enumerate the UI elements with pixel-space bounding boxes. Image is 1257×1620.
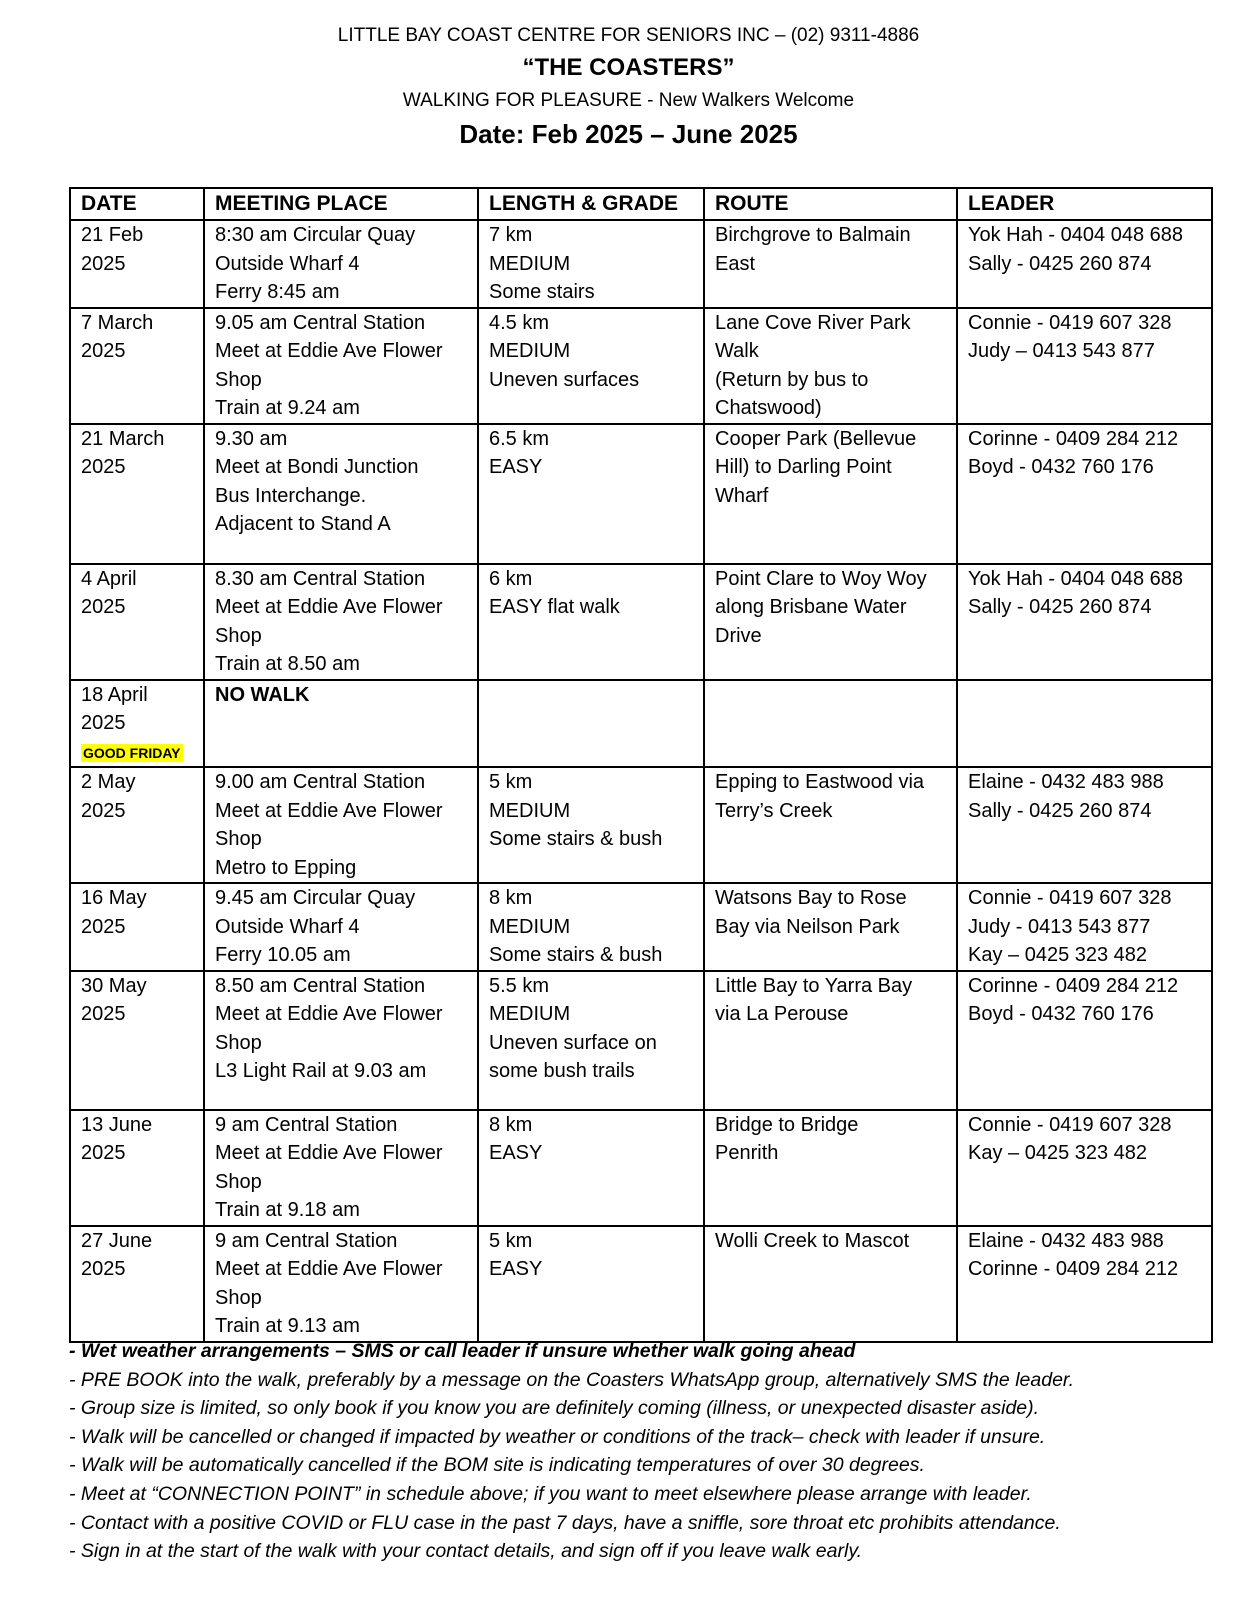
route-line: Cooper Park (Bellevue bbox=[715, 427, 917, 450]
header-row bbox=[70, 188, 1212, 220]
length-cell bbox=[478, 680, 704, 768]
meeting-line: Shop bbox=[215, 1170, 262, 1193]
leader-line: Sally - 0425 260 874 bbox=[968, 799, 1152, 822]
route-cell bbox=[704, 767, 957, 883]
date-line: 2025 bbox=[81, 1142, 126, 1164]
meeting-line: Train at 9.18 am bbox=[215, 1199, 360, 1221]
meeting-line: Meet at Eddie Ave Flower bbox=[215, 596, 443, 618]
date-line: 2025 bbox=[81, 915, 126, 938]
wet-weather-note: - Wet weather arrangements – SMS or call leader if unsure whether walk going ahead bbox=[69, 1340, 856, 1362]
leader-line: Corinne - 0409 284 212 bbox=[968, 1258, 1179, 1280]
leader-cell bbox=[957, 564, 1212, 680]
meeting-cell bbox=[204, 424, 478, 564]
column-header-route: ROUTE bbox=[704, 188, 957, 220]
date-line: 18 April bbox=[81, 683, 148, 706]
date-cell bbox=[70, 308, 204, 424]
length-line: MEDIUM bbox=[489, 340, 571, 362]
column-header-leader: LEADER bbox=[957, 188, 1212, 220]
meeting-cell bbox=[204, 220, 478, 308]
leader-line: Kay – 0425 323 482 bbox=[968, 1142, 1148, 1164]
route-line: Bridge to Bridge bbox=[715, 1113, 859, 1136]
date-cell bbox=[70, 424, 204, 564]
date-line: 4 April bbox=[81, 567, 137, 590]
meeting-line: Meet at Eddie Ave Flower bbox=[215, 799, 443, 822]
length-line: 7 km bbox=[489, 224, 533, 246]
date-cell bbox=[70, 220, 204, 308]
date-cell bbox=[70, 767, 204, 883]
meeting-line: NO WALK bbox=[215, 683, 310, 706]
route-line: East bbox=[715, 252, 756, 275]
date-line: 13 June bbox=[81, 1113, 153, 1136]
leader-line: Boyd - 0432 760 176 bbox=[968, 1003, 1154, 1025]
length-cell bbox=[478, 1110, 704, 1226]
leader-line: Yok Hah - 0404 048 688 bbox=[968, 567, 1183, 590]
leader-cell bbox=[957, 220, 1212, 308]
meeting-line: Shop bbox=[215, 368, 262, 391]
length-line: 4.5 km bbox=[489, 311, 550, 334]
leader-cell bbox=[957, 308, 1212, 424]
route-cell bbox=[704, 680, 957, 768]
table-row bbox=[70, 1110, 1212, 1226]
meeting-line: Shop bbox=[215, 1031, 262, 1054]
table-row bbox=[70, 564, 1212, 680]
route-line: via La Perouse bbox=[715, 1003, 849, 1025]
route-line: (Return by bus to bbox=[715, 368, 869, 391]
column-header-date: DATE bbox=[70, 188, 204, 220]
date-line: 27 June bbox=[81, 1229, 153, 1252]
route-line: Epping to Eastwood via bbox=[715, 771, 925, 793]
leader-cell bbox=[957, 680, 1212, 768]
meeting-line: Meet at Eddie Ave Flower bbox=[215, 1003, 443, 1025]
leader-line: Kay – 0425 323 482 bbox=[968, 944, 1148, 966]
length-cell bbox=[478, 767, 704, 883]
date-line: 16 May bbox=[81, 887, 147, 909]
meeting-line: 8.30 am Central Station bbox=[215, 567, 426, 590]
meeting-line: L3 Light Rail at 9.03 am bbox=[215, 1060, 427, 1082]
length-line: 6 km bbox=[489, 567, 533, 590]
date-cell bbox=[70, 1110, 204, 1226]
leader-line: Corinne - 0409 284 212 bbox=[968, 427, 1179, 450]
leader-line: Judy – 0413 543 877 bbox=[968, 340, 1155, 362]
length-line: 8 km bbox=[489, 887, 533, 909]
meeting-line: 9.45 am Circular Quay bbox=[215, 887, 416, 909]
leader-cell bbox=[957, 1110, 1212, 1226]
table-row bbox=[70, 767, 1212, 883]
date-cell bbox=[70, 680, 204, 768]
leader-cell bbox=[957, 424, 1212, 564]
length-line: Uneven surface on bbox=[489, 1031, 657, 1054]
column-header-meeting-place: MEETING PLACE bbox=[204, 188, 478, 220]
length-cell bbox=[478, 424, 704, 564]
meeting-line: Bus Interchange. bbox=[215, 484, 367, 507]
document-title: “THE COASTERS” bbox=[522, 54, 735, 81]
route-line: Wharf bbox=[715, 484, 769, 507]
route-line: Walk bbox=[715, 340, 759, 362]
meeting-line: Meet at Eddie Ave Flower bbox=[215, 1142, 443, 1164]
note-item: - PRE BOOK into the walk, preferably by a message on the Coasters WhatsApp group, alternatively SMS the leader. bbox=[69, 1368, 1075, 1391]
route-cell bbox=[704, 220, 957, 308]
table-row bbox=[70, 680, 1212, 768]
route-line: Little Bay to Yarra Bay bbox=[715, 974, 913, 997]
leader-line: Sally - 0425 260 874 bbox=[968, 252, 1152, 275]
date-line: 2 May bbox=[81, 771, 136, 793]
meeting-line: Outside Wharf 4 bbox=[215, 915, 360, 938]
route-line: Point Clare to Woy Woy bbox=[715, 567, 927, 590]
leader-line: Connie - 0419 607 328 bbox=[968, 311, 1172, 334]
route-cell bbox=[704, 308, 957, 424]
length-line: 6.5 km bbox=[489, 427, 550, 450]
meeting-line: Ferry 8:45 am bbox=[215, 281, 340, 303]
length-line: Some stairs bbox=[489, 281, 595, 303]
length-line: EASY flat walk bbox=[489, 596, 620, 618]
meeting-cell bbox=[204, 564, 478, 680]
column-header-length-grade: LENGTH & GRADE bbox=[478, 188, 704, 220]
walk-schedule-table bbox=[69, 187, 1213, 1343]
meeting-line: Train at 8.50 am bbox=[215, 653, 360, 675]
length-line: EASY bbox=[489, 1142, 543, 1164]
meeting-cell bbox=[204, 971, 478, 1110]
meeting-line: Shop bbox=[215, 1286, 262, 1309]
meeting-line: Train at 9.13 am bbox=[215, 1315, 360, 1337]
leader-line: Sally - 0425 260 874 bbox=[968, 596, 1152, 618]
length-line: MEDIUM bbox=[489, 799, 571, 822]
meeting-line: 9 am Central Station bbox=[215, 1229, 398, 1252]
route-cell bbox=[704, 424, 957, 564]
route-line: Drive bbox=[715, 624, 762, 647]
note-item: - Walk will be automatically cancelled if the BOM site is indicating temperatures of over 30 degrees. bbox=[69, 1454, 925, 1477]
length-line: 8 km bbox=[489, 1113, 533, 1136]
date-line: 2025 bbox=[81, 712, 126, 734]
table-row bbox=[70, 883, 1212, 971]
table-row bbox=[70, 308, 1212, 424]
length-line: 5 km bbox=[489, 771, 533, 793]
leader-line: Yok Hah - 0404 048 688 bbox=[968, 224, 1183, 246]
organisation-name: LITTLE BAY COAST CENTRE FOR SENIORS INC – (02) 9311-4886 bbox=[337, 25, 920, 46]
date-cell bbox=[70, 883, 204, 971]
leader-cell bbox=[957, 971, 1212, 1110]
route-line: along Brisbane Water bbox=[715, 596, 907, 618]
meeting-line: Meet at Eddie Ave Flower bbox=[215, 340, 443, 362]
length-cell bbox=[478, 308, 704, 424]
leader-cell bbox=[957, 767, 1212, 883]
document-subtitle: WALKING FOR PLEASURE - New Walkers Welcome bbox=[402, 90, 855, 111]
length-line: EASY bbox=[489, 456, 543, 478]
leader-line: Elaine - 0432 483 988 bbox=[968, 1229, 1164, 1252]
length-cell bbox=[478, 564, 704, 680]
meeting-cell bbox=[204, 1110, 478, 1226]
table-row bbox=[70, 1226, 1212, 1342]
date-line: 2025 bbox=[81, 1258, 126, 1280]
meeting-line: Ferry 10.05 am bbox=[215, 944, 351, 966]
length-line: Some stairs & bush bbox=[489, 828, 663, 850]
route-line: Birchgrove to Balmain bbox=[715, 224, 911, 246]
leader-line: Boyd - 0432 760 176 bbox=[968, 456, 1154, 478]
date-line: 2025 bbox=[81, 340, 126, 362]
route-cell bbox=[704, 971, 957, 1110]
table-row bbox=[70, 424, 1212, 564]
meeting-cell bbox=[204, 883, 478, 971]
leader-line: Connie - 0419 607 328 bbox=[968, 887, 1172, 909]
length-line: MEDIUM bbox=[489, 1003, 571, 1025]
note-item: - Meet at “CONNECTION POINT” in schedule above; if you want to meet elsewhere please arrange with leader. bbox=[69, 1482, 1032, 1505]
length-line: some bush trails bbox=[489, 1060, 635, 1082]
length-line: MEDIUM bbox=[489, 915, 571, 938]
meeting-cell bbox=[204, 308, 478, 424]
meeting-line: 9.05 am Central Station bbox=[215, 311, 426, 334]
table-row bbox=[70, 220, 1212, 308]
meeting-line: 8:30 am Circular Quay bbox=[215, 224, 416, 246]
meeting-line: 8.50 am Central Station bbox=[215, 974, 426, 997]
date-cell bbox=[70, 1226, 204, 1342]
date-line: 7 March bbox=[81, 311, 154, 334]
route-cell bbox=[704, 564, 957, 680]
length-cell bbox=[478, 971, 704, 1110]
meeting-line: 9 am Central Station bbox=[215, 1113, 398, 1136]
meeting-line: Metro to Epping bbox=[215, 856, 357, 879]
date-line: 30 May bbox=[81, 974, 147, 997]
date-line: 21 March bbox=[81, 427, 165, 450]
meeting-line: Adjacent to Stand A bbox=[215, 513, 391, 535]
route-line: Terry’s Creek bbox=[715, 799, 833, 822]
meeting-cell bbox=[204, 767, 478, 883]
route-cell bbox=[704, 883, 957, 971]
note-item: - Sign in at the start of the walk with your contact details, and sign off if you leave walk early. bbox=[69, 1540, 863, 1563]
route-line: Hill) to Darling Point bbox=[715, 456, 892, 478]
leader-cell bbox=[957, 883, 1212, 971]
route-line: Watsons Bay to Rose bbox=[715, 887, 907, 909]
length-line: EASY bbox=[489, 1258, 543, 1280]
leader-cell bbox=[957, 1226, 1212, 1342]
table-body bbox=[70, 220, 1212, 1342]
date-line: 2025 bbox=[81, 799, 126, 822]
date-line: 2025 bbox=[81, 1003, 126, 1025]
meeting-line: Meet at Bondi Junction bbox=[215, 456, 419, 478]
leader-line: Connie - 0419 607 328 bbox=[968, 1113, 1172, 1136]
leader-line: Judy - 0413 543 877 bbox=[968, 915, 1151, 938]
length-cell bbox=[478, 883, 704, 971]
route-line: Penrith bbox=[715, 1142, 779, 1164]
length-line: MEDIUM bbox=[489, 252, 571, 275]
length-cell bbox=[478, 1226, 704, 1342]
length-line: Uneven surfaces bbox=[489, 368, 640, 391]
meeting-line: 9.00 am Central Station bbox=[215, 771, 426, 793]
date-range: Date: Feb 2025 – June 2025 bbox=[459, 119, 798, 149]
meeting-line: Shop bbox=[215, 624, 262, 647]
note-item: - Walk will be cancelled or changed if impacted by weather or conditions of the track– check with leader if unsure. bbox=[69, 1425, 1046, 1448]
note-item: - Group size is limited, so only book if you know you are definitely coming (illness, or unexpected disaster aside). bbox=[69, 1397, 1040, 1420]
meeting-cell bbox=[204, 680, 478, 768]
table-row bbox=[70, 971, 1212, 1110]
leader-line: Corinne - 0409 284 212 bbox=[968, 974, 1179, 997]
route-line: Bay via Neilson Park bbox=[715, 915, 900, 938]
table-header bbox=[70, 188, 1212, 220]
meeting-cell bbox=[204, 1226, 478, 1342]
date-line: 2025 bbox=[81, 456, 126, 478]
document-header bbox=[0, 20, 1257, 151]
leader-line: Elaine - 0432 483 988 bbox=[968, 771, 1164, 793]
route-line: Lane Cove River Park bbox=[715, 311, 911, 334]
meeting-line: Train at 9.24 am bbox=[215, 397, 360, 419]
notes-section bbox=[69, 1337, 1229, 1566]
route-cell bbox=[704, 1226, 957, 1342]
route-cell bbox=[704, 1110, 957, 1226]
route-line: Wolli Creek to Mascot bbox=[715, 1229, 910, 1252]
date-cell bbox=[70, 971, 204, 1110]
note-item: - Contact with a positive COVID or FLU case in the past 7 days, have a sniffle, sore throat etc prohibits attendance. bbox=[69, 1511, 1061, 1534]
meeting-line: 9.30 am bbox=[215, 427, 288, 450]
date-line: 21 Feb bbox=[81, 224, 144, 246]
date-cell bbox=[70, 564, 204, 680]
meeting-line: Meet at Eddie Ave Flower bbox=[215, 1258, 443, 1280]
meeting-line: Shop bbox=[215, 828, 262, 850]
date-line: 2025 bbox=[81, 252, 126, 275]
length-line: 5.5 km bbox=[489, 974, 550, 997]
good-friday-badge: GOOD FRIDAY bbox=[83, 744, 181, 761]
meeting-line: Outside Wharf 4 bbox=[215, 252, 360, 275]
route-line: Chatswood) bbox=[715, 397, 822, 419]
length-line: 5 km bbox=[489, 1229, 533, 1252]
length-cell bbox=[478, 220, 704, 308]
length-line: Some stairs & bush bbox=[489, 944, 663, 966]
date-line: 2025 bbox=[81, 596, 126, 618]
